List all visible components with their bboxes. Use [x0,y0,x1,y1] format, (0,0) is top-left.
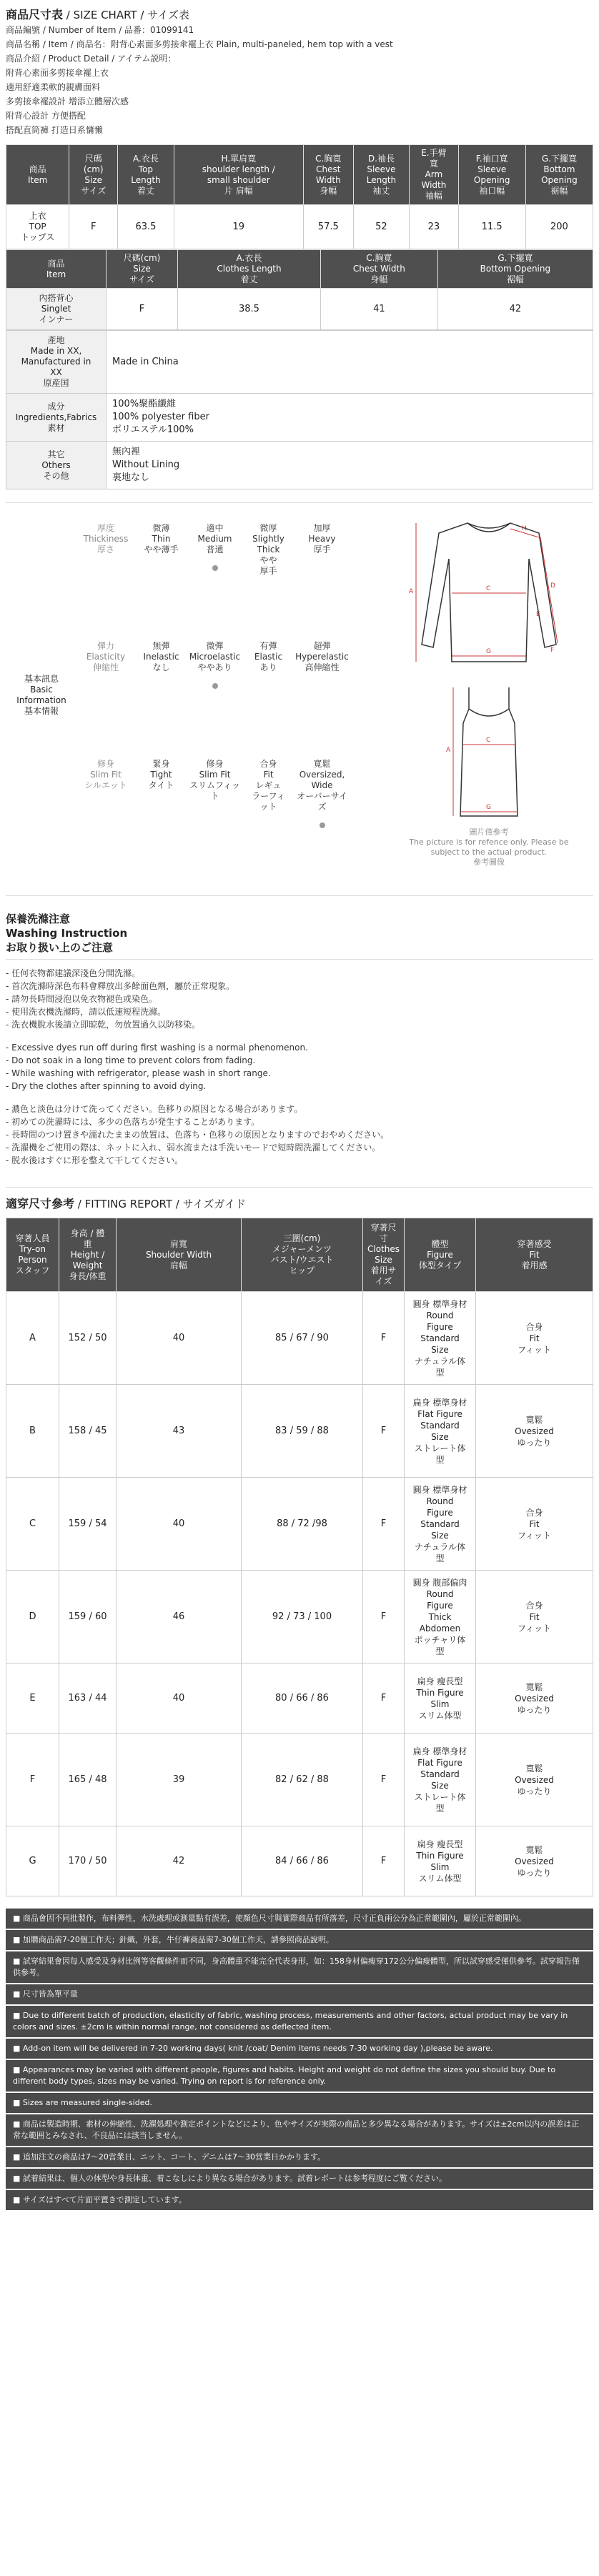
fitting-cell: 80 / 66 / 86 [242,1664,363,1734]
washing-line: - 濃色と淡色は分けて洗ってください。色移りの原因となる場合があります。 [6,1104,303,1114]
singlet-table-cell: 41 [320,289,437,330]
washing-title-ja: お取り扱い上のご注意 [6,941,114,954]
product-info-line: 商品名稱 / Item / 商品名：附背心素面多剪接傘襬上衣 Plain, multi-paneled, hem top with a vest [6,39,393,49]
basic-info-row-label: 彈力 Elasticity 伸縮性 [86,641,126,672]
svg-text:G: G [486,804,491,811]
fitting-row [6,1734,593,1826]
fitting-cell: 圓身 標準身材 Round Figure Standard Size ナチュラル体 型 [405,1478,476,1571]
svg-text:C: C [486,737,491,744]
size-table-header: H.單肩寬 shoulder length / small shoulder 片 肩幅 [174,145,303,205]
note-item: ■ 追加注文の商品は7〜20営業日、ニット、コート、デニムは7〜30営業日かかります。 [6,2147,593,2169]
fitting-cell: 46 [117,1571,242,1664]
basic-info-option: 適中 Medium 普通 [188,523,242,571]
washing-line: - 首次洗滌時深色布料會釋放出多餘面色劑，屬於正常現象。 [6,981,235,991]
size-table-header: F.袖口寬 Sleeve Opening 袖口幅 [458,145,525,205]
fitting-cell: F [363,1478,405,1571]
notes-section [6,1908,593,2212]
note-item: ■ Add-on item will be delivered in 7-20 working days( knit /coat/ Denim items needs 7-30 working day ),please be aware. [6,2039,593,2060]
fitting-cell: 163 / 44 [59,1664,117,1734]
spec-row [6,442,593,489]
size-table-cell: 200 [525,205,593,249]
basic-info-option: 有彈 Elastic あり [254,641,283,672]
fitting-table [6,1218,593,1896]
fitting-cell: 92 / 73 / 100 [242,1571,363,1664]
fitting-cell: 扁身 標準身材 Flat Figure Standard Size ストレート体 型 [405,1734,476,1826]
svg-text:A: A [446,747,451,754]
fitting-row [6,1664,593,1734]
fitting-row [6,1385,593,1478]
washing-title-zh: 保養洗滌注意 [6,912,71,925]
basic-info-row [77,509,385,627]
product-info-line: 附背心設計 方便搭配 [6,111,86,121]
size-table-cell: 52 [353,205,410,249]
svg-text:E: E [536,611,540,618]
fitting-cell: 39 [117,1734,242,1826]
svg-text:G: G [486,648,491,655]
fitting-table-header: 穿著尺 寸 Clothes Size 着用サ イズ [363,1218,405,1292]
singlet-table-cell: 內搭背心 Singlet インナー [6,289,107,330]
basic-info-option: 修身 Slim Fit スリムフィッ ト [189,759,241,801]
washing-line: - 長時間のつけ置きや濡れたままの放置は、色落ち・色移りの原因となりますのでおやめください。 [6,1130,390,1140]
note-item: ■ 商品會因不同批製作，布料彈性，水洗處理或測量點有誤差，使顏色尺寸與實際商品有所落差，尺寸正負兩公分為正常範圍內，屬於正常範圍內。 [6,1909,593,1930]
fitting-cell: 165 / 48 [59,1734,117,1826]
selected-dot-icon [320,822,325,828]
note-item: ■ 尺寸皆為單平量 [6,1984,593,2006]
product-info-line: 商品介紹 / Product Detail / アイテム説明： [6,54,177,64]
size-table-cell: 23 [410,205,458,249]
singlet-table-cell: 42 [437,289,593,330]
size-table-header: 商品 Item [6,145,69,205]
product-info-line: 多剪接傘襬設計 增添立體層次感 [6,96,129,106]
note-item: ■ Appearances may be varied with different people, figures and habits. Height and weight do not define the sizes you should buy. Due to different body types, sizes may be varied. Trying on report is for reference only. [6,2060,593,2093]
fitting-cell: 88 / 72 /98 [242,1478,363,1571]
washing-line: - 任何衣物都建議深淺色分開洗滌。 [6,968,141,978]
fitting-cell: F [363,1571,405,1664]
size-chart-title: 商品尺寸表 / SIZE CHART / サイズ表 [6,8,189,21]
note-item: ■ Sizes are measured single-sided. [6,2093,593,2114]
fitting-table-header: 身高 / 體 重 Height / Weight 身長/体重 [59,1218,117,1292]
image-caption: 圖片僅參考 The picture is for refence only. Please be subject to the actual product. 參考圖像 [409,827,569,867]
fitting-cell: 扁身 瘦長型 Thin Figure Slim スリム体型 [405,1826,476,1896]
basic-info-option: 合身 Fit レギュ ラーフィ ット [252,759,285,812]
product-info-line: 適用舒適柔軟的親膚面料 [6,82,101,92]
fitting-row [6,1571,593,1664]
singlet-table-header: G.下擺寬 Bottom Opening 裾幅 [437,250,593,289]
svg-text:D: D [550,582,555,590]
basic-info-row [77,627,385,745]
fitting-cell: 合身 Fit フィット [476,1478,593,1571]
fitting-cell: 158 / 45 [59,1385,117,1478]
fitting-cell: C [6,1478,59,1571]
fitting-report-title: 適穿尺寸參考 / FITTING REPORT / サイズガイド [6,1187,593,1212]
svg-text:F: F [550,647,555,654]
fitting-table-header: 穿著感受 Fit 着用感 [476,1218,593,1292]
washing-line: - Do not soak in a long time to prevent colors from fading. [6,1055,256,1065]
size-table-cell: 11.5 [458,205,525,249]
fitting-cell: 159 / 60 [59,1571,117,1664]
basic-info-option: 緊身 Tight タイト [148,759,174,790]
singlet-table-header: 商品 Item [6,250,107,289]
singlet-table-header: 尺碼(cm) Size サイズ [107,250,178,289]
svg-text:A: A [409,588,414,595]
basic-info-option: 微厚 Slightly Thick やや 厚手 [252,523,284,576]
fitting-cell: 寬鬆 Ovesized ゆったり [476,1664,593,1734]
spec-label: 其它 Others その他 [6,442,107,489]
selected-dot-icon [212,565,218,571]
fitting-cell: F [363,1385,405,1478]
fitting-cell: 40 [117,1292,242,1385]
basic-info-option: 無彈 Inelastic なし [143,641,179,672]
garment-sketch-icon [403,509,575,823]
fitting-cell: F [363,1826,405,1896]
fitting-cell: 寬鬆 Ovesized ゆったり [476,1734,593,1826]
washing-section [6,895,593,1174]
fitting-row [6,1478,593,1571]
basic-info-section [6,502,593,881]
washing-line: - 洗衣機脫水後請立即晾乾，勿放置過久以防移染。 [6,1020,201,1030]
fitting-cell: 圓身 腹部偏肉 Round Figure Thick Abdomen ポッチャリ体 型 [405,1571,476,1664]
basic-info-grid [77,509,385,881]
size-table-cell: F [69,205,118,249]
fitting-cell: F [363,1292,405,1385]
spec-value: Made in China [107,331,593,394]
size-table-cell: 上衣 TOP トップス [6,205,69,249]
fitting-table-header: 肩寬 Shoulder Width 肩幅 [117,1218,242,1292]
basic-info-row-label: 厚度 Thickiness 厚さ [83,523,129,555]
fitting-cell: 寬鬆 Ovesized ゆったり [476,1826,593,1896]
size-table-header: A.衣長 Top Length 着丈 [118,145,174,205]
fitting-cell: A [6,1292,59,1385]
fitting-cell: 合身 Fit フィット [476,1571,593,1664]
spec-value: 無內裡 Without Lining 裏地なし [107,442,593,489]
note-item: ■ 商品は製造時期、素材の伸縮性、洗濯処理や測定ポイントなどにより、色やサイズが実際の商品と多少異なる場合があります。サイズは±2cm以内の誤差は正常な範囲とみなされ、不良品には該当しません。 [6,2114,593,2147]
fitting-cell: F [363,1734,405,1826]
washing-line: - 使用洗衣機洗滌時，請以低速短程洗滌。 [6,1007,167,1017]
size-table-cell: 57.5 [303,205,353,249]
product-info-line: 商品編號 / Number of Item / 品番：01099141 [6,25,194,35]
fitting-table-header: 體型 Figure 体型タイプ [405,1218,476,1292]
note-item: ■ 加購商品需7-20個工作天；針織，外套，牛仔褲商品需7-30個工作天，請參照商品說明。 [6,1930,593,1951]
washing-instructions [6,959,593,1174]
spec-value: 100%聚酯纖維 100% polyester fiber ポリエステル100% [107,394,593,442]
basic-info-option: 微薄 Thin やや薄手 [144,523,179,555]
size-table-header: E.手臂 寬 Arm Width 袖幅 [410,145,458,205]
fitting-cell: B [6,1385,59,1478]
selected-dot-icon [212,683,218,689]
spec-label: 產地 Made in XX, Manufactured in XX 原産国 [6,331,107,394]
header-section [6,0,593,137]
fitting-cell: 寬鬆 Ovesized ゆったり [476,1385,593,1478]
singlet-table-cell: F [107,289,178,330]
basic-info-option: 微彈 Microelastic ややあり [188,641,242,689]
fitting-cell: 43 [117,1385,242,1478]
size-table-cell: 19 [174,205,303,249]
size-table-header: G.下擺寬 Bottom Opening 裾幅 [525,145,593,205]
note-item: ■ Due to different batch of production, elasticity of fabric, washing process, measurements and other factors, actual product may be vary in colors and sizes. ±2cm is within normal range, not considered as deflected item. [6,2006,593,2039]
fitting-row [6,1292,593,1385]
fitting-row [6,1826,593,1896]
svg-text:H: H [522,525,527,532]
singlet-table-header: C.胸寬 Chest Width 身幅 [320,250,437,289]
fitting-cell: 42 [117,1826,242,1896]
fitting-cell: 圓身 標準身材 Round Figure Standard Size ナチュラル体 型 [405,1292,476,1385]
size-table [6,144,593,249]
washing-line: - 請勿長時間浸泡以免衣物褪色或染色。 [6,994,158,1004]
fitting-cell: 170 / 50 [59,1826,117,1896]
fitting-cell: 合身 Fit フィット [476,1292,593,1385]
size-table-cell: 63.5 [118,205,174,249]
fitting-cell: G [6,1826,59,1896]
spec-table [6,330,593,489]
basic-info-option: 加厚 Heavy 厚手 [308,523,336,555]
fitting-cell: D [6,1571,59,1664]
washing-line: - 初めての洗濯時には、多少の色落ちが発生することがあります。 [6,1117,260,1127]
size-table-header: D.袖長 Sleeve Length 袖丈 [353,145,410,205]
spec-label: 成分 Ingredients,Fabrics 素材 [6,394,107,442]
fitting-cell: F [363,1664,405,1734]
svg-text:C: C [486,585,491,592]
basic-info-option: 超彈 Hyperelastic 高伸縮性 [295,641,349,672]
product-info-line: 附背心素面多剪接傘襬上衣 [6,68,109,78]
washing-line: - Excessive dyes run off during first washing is a normal phenomenon. [6,1043,308,1053]
product-info-line: 搭配直筒褲 打造日系慵懶 [6,125,103,135]
washing-line: - 脱水後はすぐに形を整えて干してください。 [6,1155,184,1165]
spec-row [6,331,593,394]
note-item: ■ 試着結果は、個人の体型や身長体重、着こなしにより異なる場合があります。試着レポートは参考程度にご覧ください。 [6,2169,593,2190]
washing-line: - Dry the clothes after spinning to avoid dying. [6,1081,207,1091]
basic-info-label: 基本訊息 Basic Information 基本情報 [16,673,66,716]
fitting-cell: 159 / 54 [59,1478,117,1571]
product-info [6,23,593,137]
fitting-cell: 扁身 瘦長型 Thin Figure Slim スリム体型 [405,1664,476,1734]
singlet-table-header: A.衣長 Clothes Length 着丈 [178,250,321,289]
singlet-table [6,249,593,330]
washing-line: - While washing with refrigerator, please wash in short range. [6,1068,271,1078]
basic-info-row [77,745,385,862]
fitting-cell: 40 [117,1664,242,1734]
fitting-cell: 84 / 66 / 86 [242,1826,363,1896]
spec-row [6,394,593,442]
fitting-cell: 40 [117,1478,242,1571]
basic-info-row-label: 修身 Slim Fit シルエット [84,759,127,790]
fitting-cell: 83 / 59 / 88 [242,1385,363,1478]
fitting-cell: 152 / 50 [59,1292,117,1385]
washing-title-en: Washing Instruction [6,927,128,940]
fitting-cell: 扁身 標準身材 Flat Figure Standard Size ストレート体 型 [405,1385,476,1478]
fitting-cell: 85 / 67 / 90 [242,1292,363,1385]
size-table-header: 尺碼 (cm) Size サイズ [69,145,118,205]
note-item: ■ サイズはすべて片面平置きで測定しています。 [6,2190,593,2212]
fitting-table-header: 穿著人員 Try-on Person スタッフ [6,1218,59,1292]
fitting-table-header: 三圍(cm) メジャーメンツ バスト/ウエスト ヒップ [242,1218,363,1292]
basic-info-option: 寬鬆 Oversized, Wide オーバーサイ ズ [295,759,349,828]
fitting-cell: F [6,1734,59,1826]
note-item: ■ 試穿結果會因每人感受及身材比例等客觀條件而不同，身高體重不能完全代表身形，如：158身材偏瘦穿172公分偏瘦體型，所以試穿感受僅供參考。試穿報告僅供參考。 [6,1951,593,1984]
fitting-cell: 82 / 62 / 88 [242,1734,363,1826]
singlet-table-cell: 38.5 [178,289,321,330]
fitting-cell: E [6,1664,59,1734]
garment-diagram [385,509,593,881]
washing-line: - 洗濯機をご使用の際は、ネットに入れ、弱水流または手洗いモードで短時間洗濯してください。 [6,1143,381,1153]
size-table-header: C.胸寬 Chest Width 身幅 [303,145,353,205]
